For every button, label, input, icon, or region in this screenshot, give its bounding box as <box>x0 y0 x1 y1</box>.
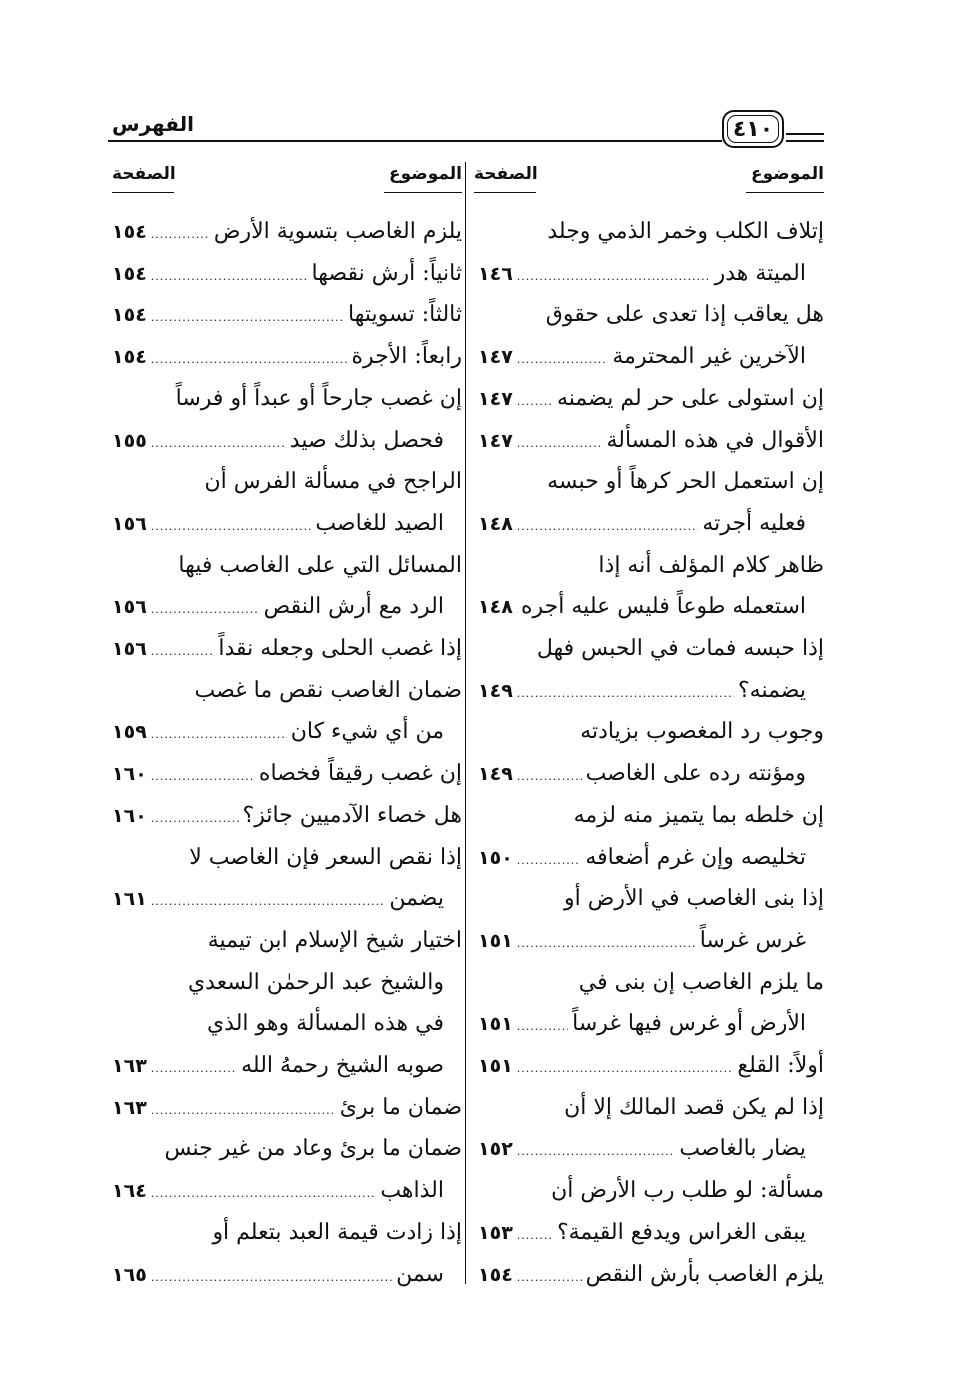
dot-leader <box>151 1091 336 1131</box>
entry-topic-text: والشيخ عبد الرحمٰن السعدي <box>187 969 444 995</box>
entry-topic-text: إن غصب رقيقاً فخصاه <box>258 761 462 787</box>
entry-topic-text: هل يعاقب إذا تعدى على حقوق <box>545 302 824 328</box>
dot-leader <box>151 1174 377 1214</box>
index-entry-line <box>478 754 806 794</box>
header-rule-short-bottom <box>786 140 824 142</box>
entry-page-number: ١٥٤ <box>112 346 147 369</box>
index-entry-line <box>478 1213 806 1253</box>
entry-topic-text: يضار بالغاصب <box>679 1136 806 1162</box>
dot-leader <box>151 757 255 797</box>
index-entry-line <box>112 879 444 919</box>
page-number: ٤١٠ <box>732 116 774 142</box>
dot-leader <box>151 799 239 839</box>
entry-page-number: ١٤٧ <box>478 346 513 369</box>
entry-page-number: ١٥٤ <box>112 221 147 243</box>
dot-leader <box>517 1132 676 1172</box>
entry-page-number: ١٥٦ <box>112 638 147 660</box>
dot-leader <box>517 841 582 881</box>
entry-page-number: ١٤٨ <box>478 596 513 619</box>
entry-topic-text: يضمن <box>389 886 444 912</box>
dot-leader <box>517 382 553 422</box>
entry-topic-text: فعليه أجرته <box>702 510 806 536</box>
index-entry-line <box>478 504 806 544</box>
entry-topic-text: يلزم الغاصب بتسوية الأرض <box>213 219 462 244</box>
entry-topic-text: إن غصب جارحاً أو عبداً أو فرساً <box>175 385 462 411</box>
index-entry-line <box>112 1088 462 1128</box>
dot-leader <box>151 882 386 922</box>
entry-topic-text: رابعاً: الأجرة <box>351 344 462 370</box>
index-entry-line-cont <box>112 1004 444 1044</box>
index-entry-line <box>478 337 806 377</box>
entry-topic-text: مسألة: لو طلب رب الأرض أن <box>551 1178 824 1204</box>
entry-page-number: ١٥٤ <box>112 262 147 285</box>
dot-leader <box>517 1258 582 1298</box>
entry-topic-text: في هذه المسألة وهو الذي <box>206 1011 444 1037</box>
entry-topic-text: ثالثاً: تسويتها <box>348 302 462 328</box>
entry-topic-text: ضمان الغاصب نقص ما غصب <box>194 677 462 703</box>
index-entry-line <box>112 712 444 752</box>
entry-page-number: ١٤٩ <box>478 679 513 702</box>
entry-page-number: ١٥٣ <box>478 1221 513 1244</box>
dot-leader <box>151 507 312 547</box>
entry-topic-text: الأرض أو غرس فيها غرساً <box>572 1011 806 1037</box>
entry-page-number: ١٦٣ <box>112 1096 147 1119</box>
index-entry-line <box>478 587 806 627</box>
index-entry-line <box>478 1255 824 1295</box>
index-entry-line <box>478 379 824 419</box>
entry-topic-text: سمن <box>396 1261 444 1287</box>
dot-leader <box>151 632 215 672</box>
header-rule <box>108 140 722 142</box>
index-entry-line <box>112 1171 444 1211</box>
entry-topic-text: إذا نقص السعر فإن الغاصب لا <box>189 844 462 870</box>
entry-page-number: ١٥٥ <box>112 429 147 452</box>
entry-page-number: ١٥١ <box>478 1055 513 1077</box>
entry-topic-text: ثانياً: أرش نقصها <box>311 260 462 286</box>
dot-leader <box>517 1049 734 1089</box>
entry-topic-text: صوبه الشيخ رحمهُ الله <box>241 1053 444 1078</box>
entry-topic-text: استعمله طوعاً فليس عليه أجره <box>521 594 806 620</box>
index-entry-line-cont <box>478 212 824 252</box>
index-entry-line-cont <box>112 546 462 586</box>
index-entry-line <box>112 629 462 669</box>
entry-topic-text: إذا لم يكن قصد المالك إلا أن <box>564 1094 824 1120</box>
dot-leader <box>151 590 260 630</box>
entry-page-number: ١٥٢ <box>478 1138 513 1161</box>
index-entry-line <box>112 796 462 836</box>
entry-page-number: ١٥١ <box>478 1013 513 1036</box>
entry-page-number: ١٤٧ <box>478 387 513 410</box>
left-column-heading <box>112 164 462 194</box>
entry-page-number: ١٦٣ <box>112 1055 147 1077</box>
dot-leader <box>517 424 603 464</box>
index-entry-line <box>478 671 806 711</box>
left-topic-label: الموضوع <box>389 164 462 184</box>
index-entry-line-cont <box>112 963 444 1003</box>
entry-page-number: ١٦٠ <box>112 804 147 827</box>
entry-topic-text: تخليصه وإن غرم أضعافه <box>585 844 806 870</box>
index-entry-line <box>478 838 806 878</box>
entry-topic-text: ضمان ما برئ <box>339 1094 462 1120</box>
entry-topic-text: إذا حبسه فمات في الحبس فهل <box>536 636 824 661</box>
dot-leader <box>517 924 696 964</box>
dot-leader <box>517 507 699 547</box>
index-entry-line-cont <box>478 879 824 919</box>
right-topic-label: الموضوع <box>751 164 824 184</box>
entry-page-number: ١٥٠ <box>478 846 513 869</box>
entry-topic-text: يلزم الغاصب بأرش النقص <box>585 1261 824 1287</box>
entry-page-number: ١٤٨ <box>478 512 513 535</box>
entry-topic-text: وجوب رد المغصوب بزيادته <box>580 719 824 745</box>
index-entry-line <box>112 1046 444 1086</box>
column-divider <box>465 162 466 1284</box>
dot-leader <box>517 1007 568 1047</box>
entry-topic-text: الأقوال في هذه المسألة <box>606 427 824 453</box>
entry-page-number: ١٦١ <box>112 888 147 911</box>
index-entry-line <box>112 295 462 335</box>
right-page-label: الصفحة <box>474 164 538 184</box>
index-entry-line <box>112 1255 444 1295</box>
index-entry-line-cont <box>478 796 824 836</box>
dot-leader <box>151 257 308 297</box>
entry-topic-text: ومؤنته رده على الغاصب <box>585 761 806 787</box>
running-title: الفهرس <box>112 112 195 136</box>
entry-topic-text: فحصل بذلك صيد <box>289 427 444 453</box>
entry-topic-text: هل خصاء الآدميين جائز؟ <box>242 802 462 828</box>
entry-topic-text: الراجح في مسألة الفرس أن <box>204 469 462 495</box>
entry-page-number: ١٤٧ <box>478 429 513 452</box>
index-entry-line-cont <box>112 379 462 419</box>
dot-leader <box>151 215 210 255</box>
index-entry-line-cont <box>112 921 462 961</box>
index-entry-line <box>112 254 462 294</box>
index-entry-line-cont <box>112 462 462 502</box>
index-entry-line <box>478 421 824 461</box>
entry-topic-text: غرس غرساً <box>699 927 806 953</box>
index-entry-line-cont <box>478 462 824 502</box>
entry-topic-text: ضمان ما برئ وعاد من غير جنس <box>164 1136 462 1162</box>
dot-leader <box>517 1216 553 1256</box>
index-entry-line <box>112 337 462 377</box>
entry-page-number: ١٥٦ <box>112 512 147 535</box>
index-entry-line-cont <box>478 1088 824 1128</box>
entry-topic-text: إن استعمل الحر كرهاً أو حبسه <box>547 469 824 495</box>
entry-topic-text: إتلاف الكلب وخمر الذمي وجلد <box>547 219 824 244</box>
index-entry-line <box>478 921 806 961</box>
entry-topic-text: الذاهب <box>380 1178 444 1204</box>
entry-topic-text: ما يلزم الغاصب إن بنى في <box>578 969 824 995</box>
entry-page-number: ١٦٥ <box>112 1263 147 1286</box>
entry-topic-text: إذا زادت قيمة العبد بتعلم أو <box>212 1219 462 1245</box>
dot-leader <box>517 674 734 714</box>
index-entry-line <box>112 587 444 627</box>
entry-topic-text: يبقى الغراس ويدفع القيمة؟ <box>556 1219 806 1245</box>
left-page-label: الصفحة <box>112 164 176 184</box>
entry-topic-text: إن استولى على حر لم يضمنه <box>556 385 824 411</box>
entry-page-number: ١٥٤ <box>478 1263 513 1286</box>
index-entry-line-cont <box>112 671 462 711</box>
index-entry-line <box>112 212 462 252</box>
index-entry-line <box>478 254 806 294</box>
entry-topic-text: من أي شيء كان <box>290 719 444 745</box>
dot-leader <box>517 257 711 297</box>
entry-topic-text: الصيد للغاصب <box>315 510 444 536</box>
entry-topic-text: أولاً: القلع <box>737 1053 824 1078</box>
header-rule-short-top <box>786 133 824 135</box>
dot-leader <box>151 1258 392 1298</box>
entry-page-number: ١٤٩ <box>478 763 513 786</box>
entry-topic-text: اختيار شيخ الإسلام ابن تيمية <box>207 927 462 953</box>
index-entry-line-cont <box>478 546 824 586</box>
index-entry-line-cont <box>112 838 462 878</box>
entry-page-number: ١٤٦ <box>478 262 513 285</box>
index-entry-line <box>478 1046 824 1086</box>
entry-topic-text: المسائل التي على الغاصب فيها <box>178 552 462 578</box>
dot-leader <box>151 1049 237 1089</box>
index-entry-line-cont <box>478 712 824 752</box>
index-entry-line-cont <box>478 295 824 335</box>
entry-topic-text: إن خلطه بما يتميز منه لزمه <box>573 802 824 828</box>
entry-page-number: ١٦٤ <box>112 1180 147 1203</box>
index-entry-line <box>112 754 462 794</box>
dot-leader <box>151 715 287 755</box>
index-entry-line <box>478 1004 806 1044</box>
entry-page-number: ١٥٦ <box>112 596 147 619</box>
index-entry-line <box>112 421 444 461</box>
index-entry-line-cont <box>478 629 824 669</box>
entry-topic-text: يضمنه؟ <box>737 677 806 703</box>
entry-page-number: ١٥٩ <box>112 721 147 744</box>
index-entry-line-cont <box>112 1213 462 1253</box>
entry-topic-text: إذا غصب الحلى وجعله نقداً <box>218 636 462 661</box>
entry-topic-text: الرد مع أرش النقص <box>263 594 444 620</box>
right-column-heading <box>474 164 824 194</box>
page-number-box <box>722 110 784 148</box>
entry-page-number: ١٦٠ <box>112 763 147 786</box>
index-entry-line <box>112 504 444 544</box>
dot-leader <box>151 340 348 380</box>
entry-topic-text: الميتة هدر <box>714 260 806 286</box>
entry-topic-text: إذا بنى الغاصب في الأرض أو <box>564 886 824 912</box>
entry-topic-text: الآخرين غير المحترمة <box>612 344 806 370</box>
index-entry-line-cont <box>478 1171 824 1211</box>
dot-leader <box>151 298 344 338</box>
dot-leader <box>151 424 286 464</box>
dot-leader <box>517 757 582 797</box>
dot-leader <box>517 340 609 380</box>
index-entry-line-cont <box>112 1129 462 1169</box>
index-entry-line <box>478 1129 806 1169</box>
entry-page-number: ١٥١ <box>478 929 513 952</box>
index-entry-line-cont <box>478 963 824 1003</box>
entry-topic-text: ظاهر كلام المؤلف أنه إذا <box>598 552 824 578</box>
entry-page-number: ١٥٤ <box>112 304 147 327</box>
